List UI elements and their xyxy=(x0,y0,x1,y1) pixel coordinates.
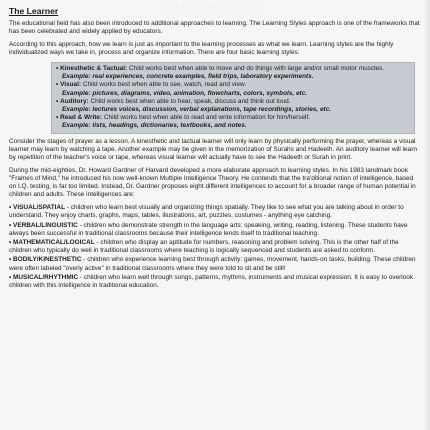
intelligence-name: • BODILY/KINESTHETIC xyxy=(9,256,82,264)
style-description: Child works best when able to move and do things with large and/or small motor muscles. xyxy=(127,65,385,72)
page-edge-shadow xyxy=(424,0,430,430)
intelligence-name: • VERBAL/LINGUISTIC xyxy=(9,221,78,229)
intelligence-description: - children who learn best visually and organizing things spatially. They like to see what you are talking about in order to understand. They enjoy charts, graphs, maps, tables, illustrations, art, puzzles, costumes - anything eye catching. xyxy=(9,204,404,220)
style-example: Example: lists, headings, dictionaries, textbooks, and notes. xyxy=(62,122,247,130)
intelligence-name: • VISUAL/SPATIAL xyxy=(9,204,66,212)
learning-style-read-write xyxy=(56,114,410,130)
show-through-text: A S S E S S M E N T P L A N xyxy=(160,6,264,12)
style-description: Child works best when able to hear, speak, discuss and think out loud. xyxy=(88,97,291,105)
bullet: • xyxy=(56,65,59,72)
style-name: Auditory: xyxy=(60,97,89,105)
learning-style-kinesthetic xyxy=(56,65,410,81)
intelligence-description: - children who learn well through songs, patterns, rhythms, instruments and musical expression. It is easy to overlook children with this intelligence in traditional education. xyxy=(9,273,414,290)
style-example: Example: lectures voices, discussion, verbal explanations, tape recordings, stories, etc. xyxy=(62,106,332,114)
prayer-paragraph: Consider the stages of prayer as a lesson. A kinesthetic and tactual learner will only learn by physically performing the prayer, whereas a visual learner may learn by watching a tape. Another example may be given in the memorization of Surahs and Hadeeth. An auditory learner will learn by repetition of the teacher's voice or tape, whereas visual learner will actually have to see the Hadeeth or Surah in print. xyxy=(9,137,417,162)
intelligence-musical-rhythmic xyxy=(9,274,421,290)
intelligence-description: - children who demonstrate strength in the language arts: speaking, writing, reading, listening. These students have always been successful in traditional classrooms because their intelligence lends itself to traditional teaching. xyxy=(9,221,408,237)
learning-styles-list xyxy=(56,65,410,131)
intelligence-bodily-kinesthetic xyxy=(9,256,421,272)
style-example: Example: real experiences, concrete examples, field trips, laboratory experiments. xyxy=(62,73,314,81)
intelligence-visual-spatial xyxy=(9,204,421,220)
learning-styles-box xyxy=(51,62,415,134)
style-example: Example: pictures, diagrams, video, animation, flowcharts, colors, symbols, etc. xyxy=(62,89,308,97)
intelligence-name: • MATHEMATICAL/LOGICAL xyxy=(9,239,95,247)
intelligence-description: - children who experience learning best through activity: games, movement, hands-on tasks, building. These children were often labeled "overly active" in traditional classrooms where they were told to sit and be still! xyxy=(9,256,416,272)
gardner-paragraph: During the mid-eighties, Dr. Howard Gardner of Harvard developed a more elaborate approach to learning styles. In his 1983 landmark book "Frames of Mind," he introduced his now well-known Multiple Intelligence Theory. He contends that the tra'ditional notion of intelligence, based on I.Q. testing, is far too limited. Instead, Dr. Gardner proposes eight different intelligences to account for a broader range of human potential in children and adults. These intelligences are: xyxy=(9,166,416,199)
intelligence-description: - children who display an aptitude for numbers, reasoning and problem solving. This is the other half of the children who typically do well in traditional classrooms where teaching is logically sequenced and students are asked to conform. xyxy=(9,239,399,255)
style-description: Child works best when able to see, watch, read and view. xyxy=(81,81,247,89)
bullet: • xyxy=(56,97,59,105)
learning-style-visual xyxy=(56,81,410,97)
style-description: Child works best when able to read and write information for him/herself. xyxy=(102,114,311,122)
style-name: Read & Write: xyxy=(60,114,103,122)
intro-paragraph-1: The educational field has also been introduced to additional approaches to learning. The Learning Styles approach is one of the frameworks that has been celebrated and widely applied by educators. xyxy=(9,20,420,36)
intelligence-name: • MUSICAL/RHYTHMIC xyxy=(9,273,79,281)
intro-paragraph-2: According to this approach, how we learn is just as important to the learning processes as what we learn. Learning styles are the highly individualized ways we take in, process and organize information. There are four basic learning styles: xyxy=(9,41,394,57)
bullet: • xyxy=(56,114,59,122)
style-name: Kinesthetic & Tactual: xyxy=(60,65,128,72)
intelligence-verbal-linguistic xyxy=(9,222,421,238)
section-heading: The Learner xyxy=(9,6,59,16)
style-name: Visual: xyxy=(60,81,82,89)
bullet: • xyxy=(56,81,59,89)
intelligence-mathematical-logical xyxy=(9,239,421,255)
learning-style-auditory xyxy=(56,98,410,114)
